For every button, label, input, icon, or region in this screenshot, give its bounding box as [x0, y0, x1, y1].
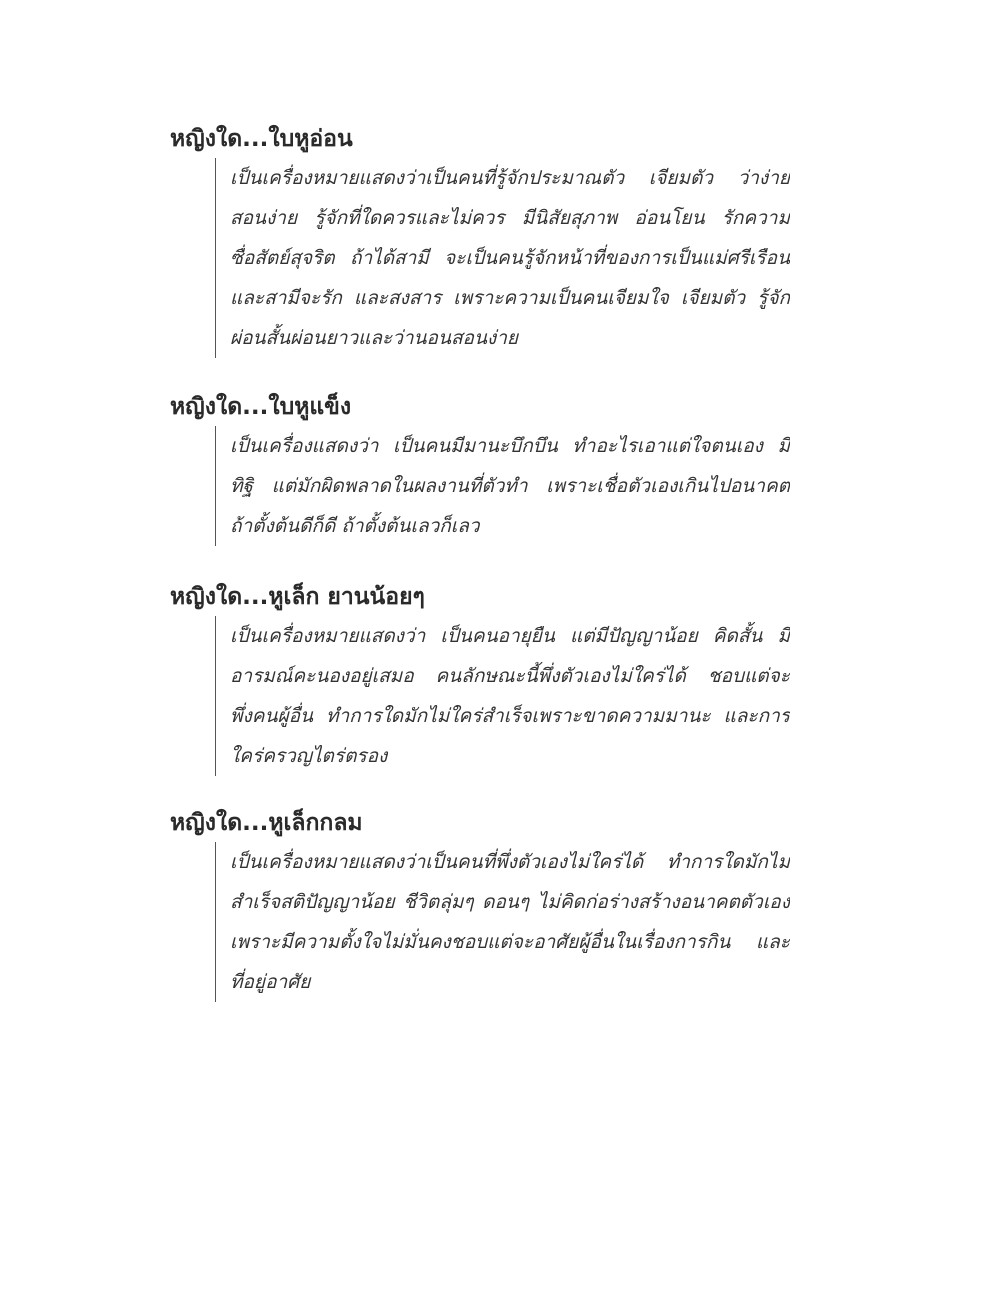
body-line: เป็นเครื่องแสดงว่า เป็นคนมีมานะบึกบึน ทำอะไรเอาแต่ใจตนเอง มี [230, 435, 790, 457]
body-line: สอนง่าย รู้จักที่ใดควรและไม่ควร มีนิสัยสุภาพ อ่อนโยน รักความ [230, 207, 790, 229]
body-line: และสามีจะรัก และสงสาร เพราะความเป็นคนเจียมใจ เจียมตัว รู้จัก [230, 287, 790, 309]
section-heading: หญิงใด...ใบหูอ่อน [170, 126, 353, 152]
body-line: เพราะมีความตั้งใจไม่มั่นคงชอบแต่จะอาศัยผู้อื่นในเรื่องการกิน และ [230, 931, 790, 953]
body-line: ผ่อนสั้นผ่อนยาวและว่านอนสอนง่าย [230, 327, 519, 349]
body-line: ถ้าตั้งต้นดีก็ดี ถ้าตั้งต้นเลวก็เลว [230, 515, 480, 537]
body-line: ใคร่ครวญไตร่ตรอง [230, 745, 388, 767]
section-heading: หญิงใด...ใบหูแข็ง [170, 394, 352, 420]
section-small-round-ear [170, 808, 790, 1002]
section-soft-ear [170, 124, 790, 358]
body-line: เป็นเครื่องหมายแสดงว่า เป็นคนอายุยืน แต่มีปัญญาน้อย คิดสั้น มี [230, 625, 790, 647]
section-body [215, 158, 790, 358]
section-body [215, 842, 790, 1002]
body-line: เป็นเครื่องหมายแสดงว่าเป็นคนที่รู้จักประมาณตัว เจียมตัว ว่าง่าย [230, 167, 790, 189]
section-body [215, 426, 790, 546]
section-hard-ear [170, 392, 790, 546]
body-line: อารมณ์คะนองอยู่เสมอ คนลักษณะนี้พึ่งตัวเองไม่ใคร่ได้ ชอบแต่จะ [230, 665, 790, 687]
section-heading: หญิงใด...หูเล็ก ยานน้อยๆ [170, 584, 425, 610]
section-small-drooping-ear [170, 582, 790, 776]
body-line: ซื่อสัตย์สุจริต ถ้าได้สามี จะเป็นคนรู้จักหน้าที่ของการเป็นแม่ศรีเรือน [230, 247, 790, 269]
body-line: พึ่งคนผู้อื่น ทำการใดมักไม่ใคร่สำเร็จเพราะขาดความมานะ และการ [230, 705, 790, 727]
section-heading: หญิงใด...หูเล็กกลม [170, 810, 363, 836]
body-line: เป็นเครื่องหมายแสดงว่าเป็นคนที่พึ่งตัวเองไม่ใคร่ได้ ทำการใดมักไม่ [230, 851, 790, 873]
body-line: สำเร็จสติปัญญาน้อย ชีวิตลุ่มๆ ดอนๆ ไม่คิดก่อร่างสร้างอนาคตตัวเอง [230, 891, 790, 913]
section-body [215, 616, 790, 776]
body-line: ทิฐิ แต่มักผิดพลาดในผลงานที่ตัวทำ เพราะเชื่อตัวเองเกินไปอนาคต [230, 475, 790, 497]
body-line: ที่อยู่อาศัย [230, 971, 311, 993]
